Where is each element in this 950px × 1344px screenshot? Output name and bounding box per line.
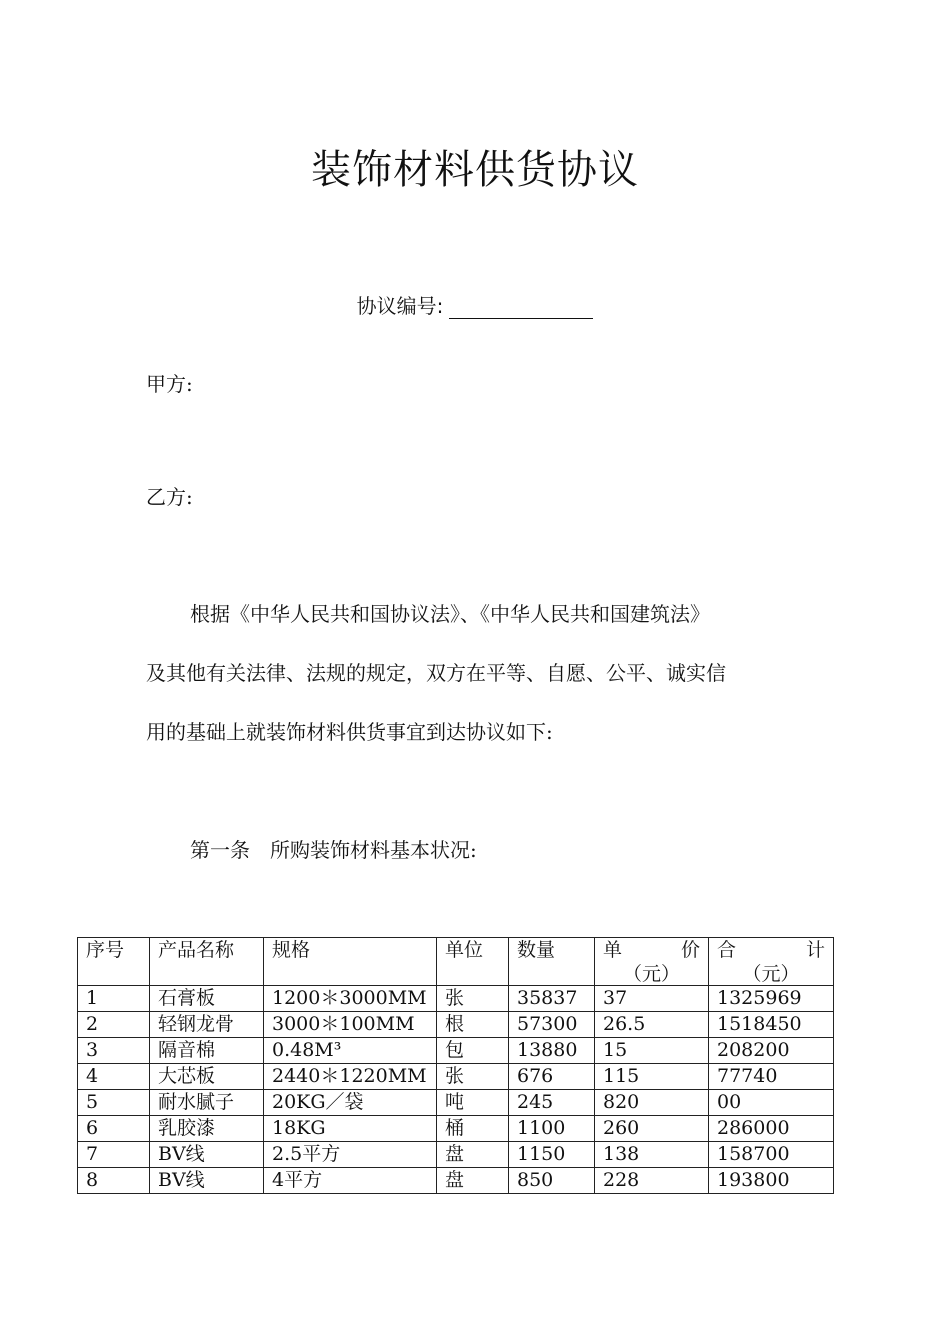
cell-price: 115	[595, 1064, 709, 1090]
cell-price: 26.5	[595, 1012, 709, 1038]
table-row	[78, 1012, 834, 1038]
cell-name: 隔音棉	[150, 1038, 264, 1064]
cell-unit: 盘	[437, 1168, 509, 1194]
table-header-row	[78, 938, 834, 986]
cell-spec: 20KG／袋	[264, 1090, 437, 1116]
contract-number-label: 协议编号:	[356, 294, 444, 318]
party-b-label: 乙方:	[146, 485, 193, 509]
header-qty: 数量	[509, 938, 595, 986]
header-unit: 单位	[437, 938, 509, 986]
header-price	[595, 938, 709, 986]
table-row	[78, 1142, 834, 1168]
contract-number	[0, 290, 950, 319]
header-total	[709, 938, 834, 986]
preamble-line-3: 用的基础上就装饰材料供货事宜到达协议如下:	[146, 720, 553, 744]
cell-unit: 根	[437, 1012, 509, 1038]
cell-name: 轻钢龙骨	[150, 1012, 264, 1038]
cell-total: 1518450	[709, 1012, 834, 1038]
table-row	[78, 1116, 834, 1142]
cell-no: 1	[78, 986, 150, 1012]
header-total-a: 合	[717, 939, 737, 961]
cell-qty: 676	[509, 1064, 595, 1090]
document-title: 装饰材料供货协议	[311, 147, 639, 193]
cell-unit: 桶	[437, 1116, 509, 1142]
cell-spec: 2440＊1220MM	[264, 1064, 437, 1090]
table-row	[78, 1038, 834, 1064]
table-row	[78, 1090, 834, 1116]
cell-name: BV线	[150, 1168, 264, 1194]
article-1-heading: 第一条 所购装饰材料基本状况:	[190, 838, 477, 862]
cell-price: 138	[595, 1142, 709, 1168]
cell-qty: 35837	[509, 986, 595, 1012]
cell-qty: 13880	[509, 1038, 595, 1064]
header-spec: 规格	[264, 938, 437, 986]
header-price-unit: （元）	[622, 963, 680, 985]
cell-no: 6	[78, 1116, 150, 1142]
header-total-unit: （元）	[742, 963, 800, 985]
header-no: 序号	[78, 938, 150, 986]
cell-unit: 包	[437, 1038, 509, 1064]
header-price-a: 单	[603, 939, 623, 961]
cell-no: 4	[78, 1064, 150, 1090]
header-total-b: 计	[805, 939, 825, 961]
cell-qty: 245	[509, 1090, 595, 1116]
cell-qty: 1100	[509, 1116, 595, 1142]
header-price-b: 价	[680, 939, 700, 961]
table-row	[78, 1064, 834, 1090]
cell-name: 大芯板	[150, 1064, 264, 1090]
cell-price: 15	[595, 1038, 709, 1064]
cell-spec: 4平方	[264, 1168, 437, 1194]
cell-price: 260	[595, 1116, 709, 1142]
cell-total: 193800	[709, 1168, 834, 1194]
cell-unit: 张	[437, 1064, 509, 1090]
preamble-line-2: 及其他有关法律、法规的规定，双方在平等、自愿、公平、诚实信	[146, 661, 726, 685]
cell-total: 208200	[709, 1038, 834, 1064]
cell-name: 石膏板	[150, 986, 264, 1012]
cell-spec: 0.48M³	[264, 1038, 437, 1064]
cell-name: 耐水腻子	[150, 1090, 264, 1116]
cell-total: 77740	[709, 1064, 834, 1090]
contract-number-blank	[449, 296, 593, 319]
header-name: 产品名称	[150, 938, 264, 986]
cell-name: BV线	[150, 1142, 264, 1168]
cell-qty: 57300	[509, 1012, 595, 1038]
table-row	[78, 986, 834, 1012]
cell-no: 7	[78, 1142, 150, 1168]
cell-no: 8	[78, 1168, 150, 1194]
cell-spec: 2.5平方	[264, 1142, 437, 1168]
cell-unit: 吨	[437, 1090, 509, 1116]
cell-total: 1325969	[709, 986, 834, 1012]
cell-spec: 3000＊100MM	[264, 1012, 437, 1038]
materials-table	[77, 937, 834, 1194]
cell-no: 2	[78, 1012, 150, 1038]
table-row	[78, 1168, 834, 1194]
cell-no: 5	[78, 1090, 150, 1116]
cell-qty: 1150	[509, 1142, 595, 1168]
cell-unit: 张	[437, 986, 509, 1012]
cell-spec: 1200＊3000MM	[264, 986, 437, 1012]
party-a-label: 甲方:	[146, 372, 193, 396]
cell-spec: 18KG	[264, 1116, 437, 1142]
cell-unit: 盘	[437, 1142, 509, 1168]
cell-total: 00	[709, 1090, 834, 1116]
cell-price: 820	[595, 1090, 709, 1116]
cell-qty: 850	[509, 1168, 595, 1194]
cell-price: 228	[595, 1168, 709, 1194]
cell-price: 37	[595, 986, 709, 1012]
cell-total: 158700	[709, 1142, 834, 1168]
cell-total: 286000	[709, 1116, 834, 1142]
preamble-line-1: 根据《中华人民共和国协议法》、《中华人民共和国建筑法》	[190, 602, 710, 626]
cell-no: 3	[78, 1038, 150, 1064]
cell-name: 乳胶漆	[150, 1116, 264, 1142]
